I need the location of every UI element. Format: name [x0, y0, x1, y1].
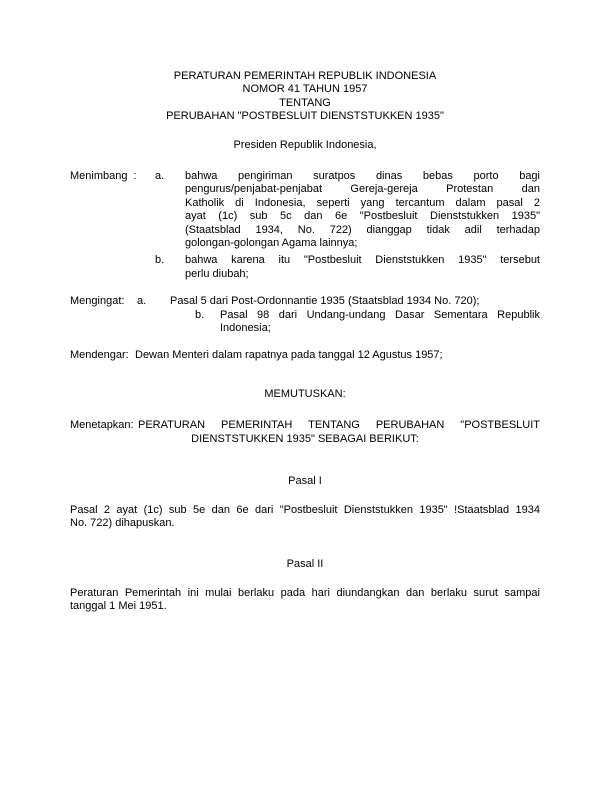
pasal-2-body: [70, 587, 540, 614]
menetapkan-label: Menetapkan:: [70, 419, 134, 432]
menetapkan-line-1: PERATURAN PEMERINTAH TENTANG PERUBAHAN "POSTBESLUIT: [138, 419, 540, 432]
mengingat-items: [137, 295, 540, 335]
mengingat-item-a-text: Pasal 5 dari Post-Ordonnantie 1935 (Staatsblad 1934 No. 720);: [170, 295, 480, 308]
mengingat-label: Mengingat:: [70, 295, 125, 308]
title-line-2: NOMOR 41 TAHUN 1957: [242, 83, 368, 96]
text-line: bahwa karena itu "Postbesluit Dienststukken 1935" tersebut: [185, 254, 540, 267]
menetapkan-line-2: DIENSTSTUKKEN 1935" SEBAGAI BERIKUT:: [191, 432, 419, 445]
menetapkan-section: [70, 419, 540, 446]
title-line-4: PERUBAHAN "POSTBESLUIT DIENSTSTUKKEN 1935": [166, 110, 444, 123]
text-line: Peraturan Pemerintah ini mulai berlaku pada hari diundangkan dan berlaku surut sampai: [70, 586, 540, 599]
mengingat-item-b-marker: b.: [195, 308, 205, 321]
pasal-2-heading: Pasal II: [286, 558, 324, 571]
menimbang-item-a: [155, 170, 540, 250]
mendengar-text: Dewan Menteri dalam rapatnya pada tanggal 12 Agustus 1957;: [135, 348, 443, 361]
menimbang-item-a-marker: a.: [155, 170, 165, 183]
menimbang-section: [70, 170, 540, 281]
menimbang-item-b-marker: b.: [155, 254, 165, 267]
text-line: Katholik di Indonesia, seperti yang tercantum dalam pasal 2: [185, 196, 540, 209]
menimbang-item-b: [155, 254, 540, 281]
pasal-1-heading: Pasal I: [288, 475, 322, 488]
title-line-1: PERATURAN PEMERINTAH REPUBLIK INDONESIA: [173, 70, 437, 82]
text-line: bahwa pengiriman suratpos dinas bebas porto bagi: [185, 170, 540, 183]
text-line: pengurus/penjabat-penjabat Gereja-gereja Protestan dan: [185, 183, 540, 196]
menimbang-label-colon: :: [133, 170, 137, 183]
mendengar-section: [70, 349, 540, 362]
memutuskan-heading: MEMUTUSKAN:: [264, 387, 346, 400]
menimbang-items: [155, 170, 540, 281]
menimbang-label: [70, 170, 155, 183]
salutation: Presiden Republik Indonesia,: [233, 138, 377, 151]
document-title: [70, 70, 540, 124]
menimbang-item-b-text: [185, 254, 540, 281]
mengingat-item-a: [137, 295, 540, 308]
menimbang-item-a-text: [185, 170, 540, 250]
text-line: Pasal 2 ayat (1c) sub 5e dan 6e dari "Postbesluit Dienststukken 1935" !Staatsblad 1934: [70, 503, 540, 516]
text-line: tanggal 1 Mei 1951.: [70, 600, 167, 613]
title-line-3: TENTANG: [279, 96, 331, 109]
mengingat-item-a-marker: a.: [137, 295, 147, 308]
text-line: No. 722) dihapuskan.: [70, 516, 175, 529]
text-line: (Staatsblad 1934, No. 722) dianggap tidak adil terhadap: [185, 223, 540, 236]
text-line: Indonesia;: [220, 322, 271, 335]
mengingat-section: [70, 295, 540, 335]
text-line: ayat (1c) sub 5c dan 6e "Postbesluit Dienststukken 1935": [185, 210, 540, 223]
text-line: Pasal 98 dari Undang-undang Dasar Sementara Republik: [220, 308, 540, 321]
mendengar-label: Mendengar:: [70, 348, 129, 361]
text-line: perlu diubah;: [185, 267, 249, 280]
mengingat-item-b: [195, 309, 540, 336]
mengingat-item-b-text: [220, 309, 540, 336]
text-line: golongan-golongan Agama lainnya;: [185, 237, 358, 250]
pasal-1-body: [70, 504, 540, 531]
menimbang-label-word: Menimbang: [70, 170, 128, 183]
menetapkan-row: [70, 419, 540, 432]
